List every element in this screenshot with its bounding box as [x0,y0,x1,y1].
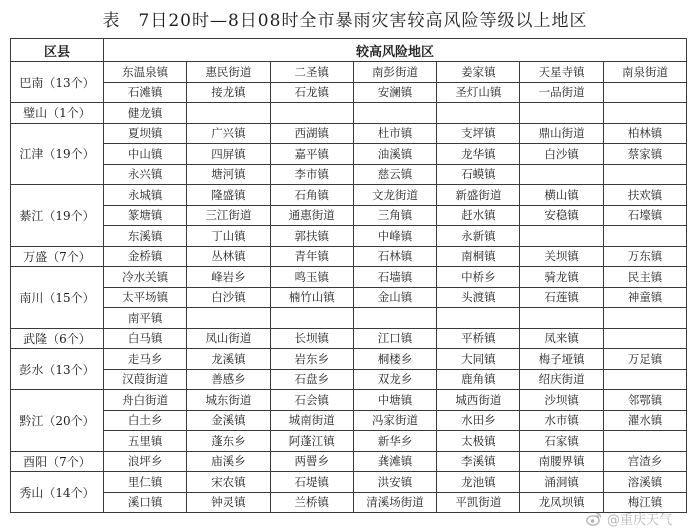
town-cell: 健龙镇 [104,103,187,124]
town-cell: 白马镇 [104,328,187,349]
town-cell: 太平场镇 [104,287,187,308]
town-cell: 万足镇 [603,349,686,370]
town-cell: 龙池镇 [437,472,520,493]
town-cell: 石滩镇 [104,82,187,103]
table-row [11,369,687,390]
town-cell: 支坪镇 [437,123,520,144]
town-cell: 洪安镇 [353,472,436,493]
town-cell: 南腰界镇 [520,451,603,472]
town-cell: 水田乡 [437,410,520,431]
town-cell: 蔡家镇 [603,144,686,165]
town-cell: 三江街道 [187,205,270,226]
town-cell [603,308,686,329]
table-row [11,431,687,452]
town-cell: 善感乡 [187,369,270,390]
town-cell: 蓬东乡 [187,431,270,452]
town-cell: 龙华镇 [437,144,520,165]
county-cell: 万盛（7个） [11,246,104,267]
town-cell: 龚滩镇 [353,451,436,472]
town-cell: 太极镇 [437,431,520,452]
table-row [11,267,687,288]
town-cell: 岩东乡 [270,349,353,370]
town-cell: 楠竹山镇 [270,287,353,308]
town-cell: 李溪镇 [437,451,520,472]
town-cell: 鹿角镇 [437,369,520,390]
town-cell: 濯水镇 [603,410,686,431]
town-cell: 舟白街道 [104,390,187,411]
town-cell: 柏林镇 [603,123,686,144]
table-row [11,62,687,83]
document-title: 表 7日20时—8日08时全市暴雨灾害较高风险等级以上地区 [102,11,588,31]
town-cell: 石壕镇 [603,205,686,226]
town-cell: 李市镇 [270,164,353,185]
risk-area-table [10,38,687,513]
town-cell: 南桐镇 [437,246,520,267]
town-cell: 广兴镇 [187,123,270,144]
table-header-row [11,39,687,62]
town-cell [437,103,520,124]
town-cell: 姜家镇 [437,62,520,83]
town-cell: 白沙镇 [520,144,603,165]
town-cell: 西湖镇 [270,123,353,144]
town-cell: 天星寺镇 [520,62,603,83]
town-cell: 梅子垭镇 [520,349,603,370]
town-cell [270,308,353,329]
town-cell: 南彭街道 [353,62,436,83]
town-cell: 五里镇 [104,431,187,452]
town-cell [603,431,686,452]
town-cell: 石蟆镇 [437,164,520,185]
town-cell: 凤来镇 [520,328,603,349]
town-cell: 接龙镇 [187,82,270,103]
town-cell: 鼎山街道 [520,123,603,144]
table-row [11,103,687,124]
town-cell: 沙坝镇 [520,390,603,411]
town-cell: 溪口镇 [104,492,187,513]
county-cell: 璧山（1个） [11,103,104,124]
town-cell: 两罾乡 [270,451,353,472]
town-cell: 安稳镇 [520,205,603,226]
town-cell: 石莲镇 [520,287,603,308]
weibo-logo-icon [586,512,602,526]
town-cell: 城南街道 [270,410,353,431]
town-cell: 青年镇 [270,246,353,267]
town-cell: 嘉平镇 [270,144,353,165]
town-cell: 汉葭街道 [104,369,187,390]
town-cell [603,164,686,185]
county-cell: 巴南（13个） [11,62,104,103]
table-row [11,144,687,165]
town-cell [603,369,686,390]
table-row [11,287,687,308]
town-cell: 江口镇 [353,328,436,349]
town-cell [270,103,353,124]
town-cell: 夏坝镇 [104,123,187,144]
county-cell: 江津（19个） [11,123,104,185]
town-cell [353,103,436,124]
town-cell: 中塘镇 [353,390,436,411]
town-cell [437,308,520,329]
town-cell [603,328,686,349]
town-cell: 丁山镇 [187,226,270,247]
town-cell: 石家镇 [520,431,603,452]
town-cell: 走马乡 [104,349,187,370]
town-cell: 篆塘镇 [104,205,187,226]
town-cell [520,164,603,185]
town-cell: 东溪镇 [104,226,187,247]
table-row [11,410,687,431]
town-cell: 民主镇 [603,267,686,288]
town-cell: 石会镇 [270,390,353,411]
town-cell: 城东街道 [187,390,270,411]
town-cell: 四屏镇 [187,144,270,165]
town-cell: 金山镇 [353,287,436,308]
header-risk-area: 较高风险地区 [104,39,687,62]
town-cell: 永新镇 [437,226,520,247]
town-cell: 惠民街道 [187,62,270,83]
town-cell: 赶水镇 [437,205,520,226]
town-cell: 塘河镇 [187,164,270,185]
town-cell: 横山镇 [520,185,603,206]
town-cell: 溶溪镇 [603,472,686,493]
town-cell: 里仁镇 [104,472,187,493]
town-cell: 扶欢镇 [603,185,686,206]
town-cell: 安澜镇 [353,82,436,103]
town-cell: 庙溪乡 [187,451,270,472]
town-cell: 石角镇 [270,185,353,206]
county-cell: 彭水（13个） [11,349,104,390]
town-cell: 石龙镇 [270,82,353,103]
table-row [11,82,687,103]
town-cell: 城西街道 [437,390,520,411]
table-row [11,390,687,411]
town-cell: 圣灯山镇 [437,82,520,103]
town-cell: 邻鄂镇 [603,390,686,411]
town-cell: 平桥镇 [437,328,520,349]
town-cell: 中峰镇 [353,226,436,247]
table-row [11,185,687,206]
watermark-text: @重庆天气 [606,513,672,528]
town-cell: 石堤镇 [270,472,353,493]
county-cell: 武隆（6个） [11,328,104,349]
watermark [586,509,672,528]
town-cell: 慈云镇 [353,164,436,185]
town-cell: 白沙镇 [187,287,270,308]
town-cell: 长坝镇 [270,328,353,349]
table-row [11,226,687,247]
town-cell: 中桥乡 [437,267,520,288]
town-cell: 新盛街道 [437,185,520,206]
town-cell: 龙溪镇 [187,349,270,370]
town-cell [187,103,270,124]
table-row [11,451,687,472]
town-cell: 万东镇 [603,246,686,267]
table-body [11,62,687,513]
table-row [11,123,687,144]
town-cell: 新华乡 [353,431,436,452]
town-cell: 郭扶镇 [270,226,353,247]
town-cell: 永城镇 [104,185,187,206]
town-cell [603,82,686,103]
town-cell: 文龙街道 [353,185,436,206]
town-cell: 清溪场街道 [353,492,436,513]
town-cell: 冯家街道 [353,410,436,431]
table-row [11,205,687,226]
town-cell: 涌洞镇 [520,472,603,493]
table-row [11,328,687,349]
town-cell: 丛林镇 [187,246,270,267]
town-cell [603,103,686,124]
town-cell [520,308,603,329]
town-cell: 二圣镇 [270,62,353,83]
town-cell: 金溪镇 [187,410,270,431]
table-row [11,308,687,329]
town-cell: 龙凤坝镇 [520,492,603,513]
town-cell: 宋农镇 [187,472,270,493]
town-cell: 中山镇 [104,144,187,165]
town-cell: 永兴镇 [104,164,187,185]
town-cell: 关坝镇 [520,246,603,267]
town-cell: 隆盛镇 [187,185,270,206]
town-cell: 石林镇 [353,246,436,267]
town-cell: 大同镇 [437,349,520,370]
town-cell: 绍庆街道 [520,369,603,390]
town-cell: 三角镇 [353,205,436,226]
town-cell: 浪坪乡 [104,451,187,472]
town-cell: 骑龙镇 [520,267,603,288]
town-cell: 杜市镇 [353,123,436,144]
town-cell: 宫渣乡 [603,451,686,472]
table-row [11,349,687,370]
town-cell: 钟灵镇 [187,492,270,513]
county-cell: 酉阳（7个） [11,451,104,472]
town-cell: 鸣玉镇 [270,267,353,288]
town-cell [353,308,436,329]
town-cell: 兰桥镇 [270,492,353,513]
town-cell: 东温泉镇 [104,62,187,83]
county-cell: 黔江（20个） [11,390,104,452]
town-cell: 通惠街道 [270,205,353,226]
town-cell: 阿蓬江镇 [270,431,353,452]
town-cell: 水市镇 [520,410,603,431]
county-cell: 秀山（14个） [11,472,104,513]
town-cell [603,226,686,247]
town-cell: 冷水关镇 [104,267,187,288]
town-cell: 桐楼乡 [353,349,436,370]
town-cell: 神童镇 [603,287,686,308]
town-cell: 金桥镇 [104,246,187,267]
town-cell [520,226,603,247]
town-cell [187,308,270,329]
county-cell: 南川（15个） [11,267,104,329]
town-cell: 梅江镇 [603,492,686,513]
town-cell: 石盘乡 [270,369,353,390]
county-cell: 綦江（19个） [11,185,104,247]
town-cell: 南平镇 [104,308,187,329]
table-row [11,472,687,493]
town-cell: 一品街道 [520,82,603,103]
town-cell: 油溪镇 [353,144,436,165]
town-cell: 南泉街道 [603,62,686,83]
town-cell: 平凯街道 [437,492,520,513]
header-county: 区县 [11,39,104,62]
town-cell: 峰岩乡 [187,267,270,288]
table-row [11,164,687,185]
town-cell: 白土乡 [104,410,187,431]
town-cell: 凤山街道 [187,328,270,349]
town-cell: 石墙镇 [353,267,436,288]
town-cell: 双龙乡 [353,369,436,390]
town-cell: 头渡镇 [437,287,520,308]
town-cell [520,103,603,124]
table-row [11,246,687,267]
